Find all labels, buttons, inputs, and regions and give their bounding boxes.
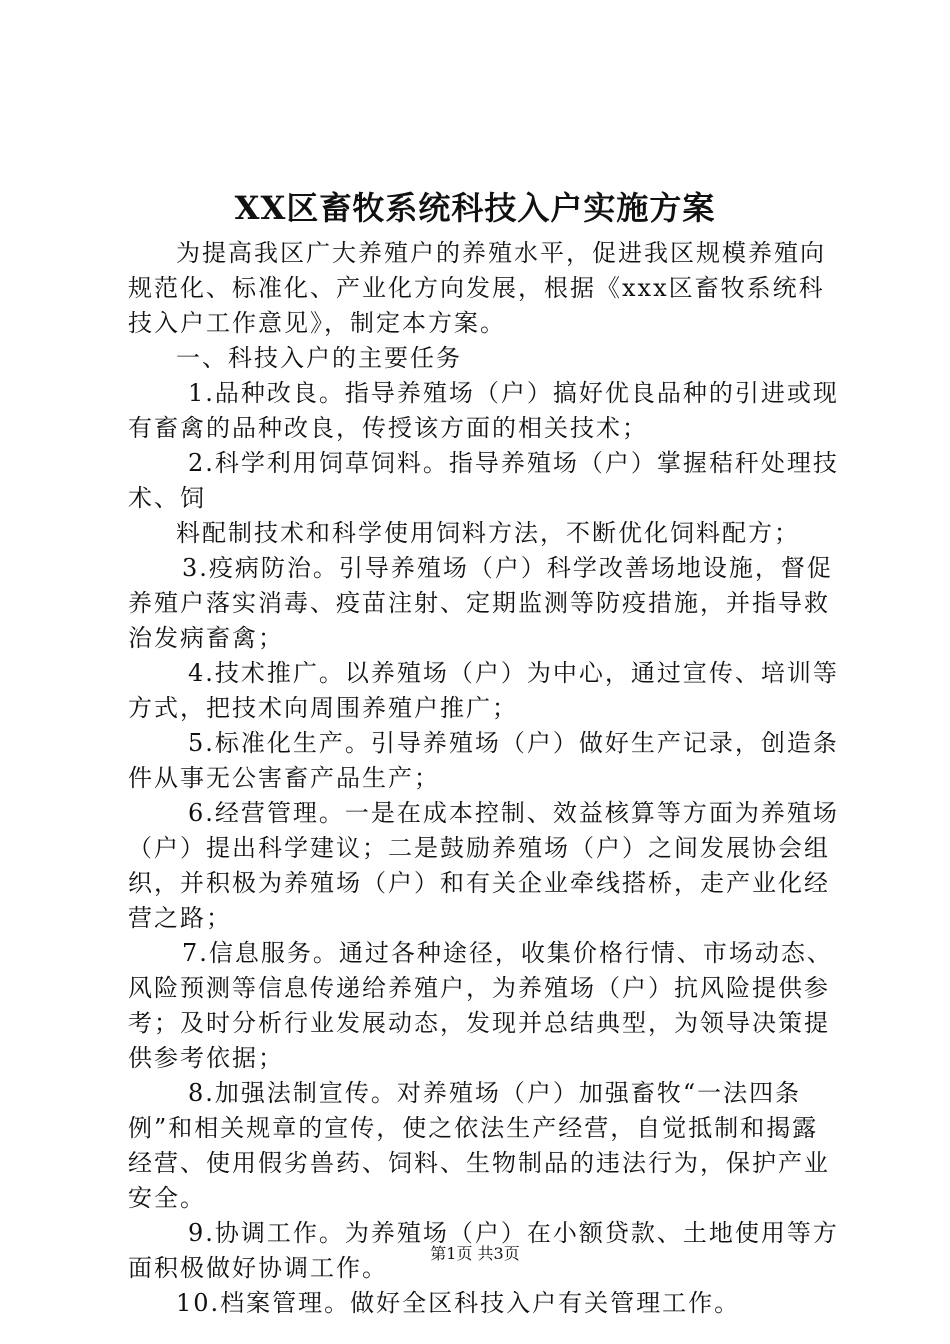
list-item-line: 方式，把技术向周围养殖户推广；	[128, 694, 518, 722]
list-item-line: 10.档案管理。做好全区科技入户有关管理工作。	[176, 1289, 741, 1317]
list-item-line: 有畜禽的品种改良，传授该方面的相关技术；	[128, 414, 648, 442]
list-item-line: 3.疫病防治。引导养殖场（户）科学改善场地设施，督促	[182, 554, 833, 582]
list-item-line: 供参考依据；	[128, 1044, 284, 1072]
list-item-line: 术、饲	[128, 484, 206, 512]
list-item-line: 8.加强法制宣传。对养殖场（户）加强畜牧“一法四条	[188, 1079, 802, 1107]
list-item-line: 6.经营管理。一是在成本控制、效益核算等方面为养殖场	[188, 799, 839, 827]
page-number-footer: 第1页 共3页	[430, 1244, 520, 1263]
list-item-line: 例”和相关规章的宣传，使之依法生产经营，自觉抵制和揭露	[128, 1114, 819, 1142]
list-item-line: 营之路；	[128, 904, 232, 932]
list-item-line: 料配制技术和科学使用饲料方法，不断优化饲料配方；	[176, 519, 800, 547]
paragraph-line: 为提高我区广大养殖户的养殖水平，促进我区规模养殖向	[176, 239, 826, 267]
list-item-line: 安全。	[128, 1184, 206, 1212]
list-item-line: 治发病畜禽；	[128, 624, 284, 652]
list-item-line: 1.品种改良。指导养殖场（户）搞好优良品种的引进或现	[188, 379, 839, 407]
list-item-line: 面积极做好协调工作。	[128, 1254, 388, 1282]
list-item-line: 织，并积极为养殖场（户）和有关企业牵线搭桥，走产业化经	[128, 869, 830, 897]
list-item-line: 7.信息服务。通过各种途径，收集价格行情、市场动态、	[182, 939, 833, 967]
list-item-line: 考；及时分析行业发展动态，发现并总结典型，为领导决策提	[128, 1009, 830, 1037]
list-item-line: 9.协调工作。为养殖场（户）在小额贷款、土地使用等方	[188, 1219, 839, 1247]
list-item-line: 风险预测等信息传递给养殖户，为养殖场（户）抗风险提供参	[128, 974, 830, 1002]
list-item-line: 件从事无公害畜产品生产；	[128, 764, 440, 792]
list-item-line: 2.科学利用饲草饲料。指导养殖场（户）掌握秸秆处理技	[188, 449, 839, 477]
list-item-line: 养殖户落实消毒、疫苗注射、定期监测等防疫措施，并指导救	[128, 589, 830, 617]
paragraph-line: 规范化、标准化、产业化方向发展，根据《xxx区畜牧系统科	[128, 274, 825, 302]
section-heading: 一、科技入户的主要任务	[176, 344, 462, 372]
list-item-line: （户）提出科学建议；二是鼓励养殖场（户）之间发展协会组	[128, 834, 830, 862]
paragraph-line: 技入户工作意见》，制定本方案。	[128, 309, 506, 337]
document-body	[128, 236, 839, 1321]
list-item-line: 4.技术推广。以养殖场（户）为中心，通过宣传、培训等	[188, 659, 839, 687]
list-item-line: 5.标准化生产。引导养殖场（户）做好生产记录，创造条	[188, 729, 839, 757]
document-title: XX区畜牧系统科技入户实施方案	[234, 189, 716, 227]
list-item-line: 经营、使用假劣兽药、饲料、生物制品的违法行为，保护产业	[128, 1149, 830, 1177]
